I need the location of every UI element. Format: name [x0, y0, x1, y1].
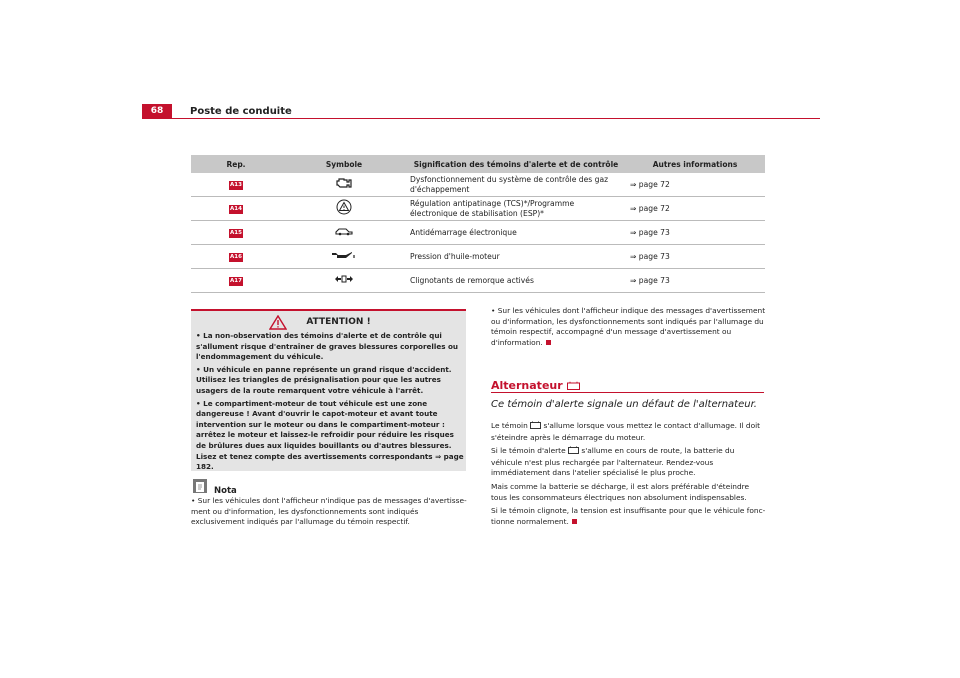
warning-item: Le compartiment-moteur de tout véhicule est une zone dangereuse ! Avant d'ouvrir le capot-moteur et avant toute intervention sur le moteur ou dans le compartiment-moteur : arrêtez le moteur et laissez-le refroidir pour réduire les risques de brûlures dues aux liquides bouillants ou d'autres blessures. Lisez et tenez compte des avertissements correspondants — [196, 398, 454, 461]
section-rule — [491, 392, 764, 393]
meaning-cell: Dysfonctionnement du système de contrôle des gaz d'échappement — [407, 173, 625, 197]
column-header-meaning: Signification des témoins d'alerte et de contrôle — [407, 155, 625, 173]
page-number: 68 — [142, 104, 172, 119]
page-link[interactable]: ⇒ page 73 — [625, 245, 765, 269]
meaning-cell: Régulation antipatinage (TCS)*/Programme électronique de stabilisation (ESP)* — [407, 197, 625, 221]
warning-title: ATTENTION ! — [306, 317, 371, 327]
note-text: Sur les véhicules dont l'afficheur n'indique pas de messages d'avertisse-ment ou d'information, les dysfonctionnements sont indiqués exclusivement indiqués par l'allumage du témoin respectif. — [191, 496, 467, 526]
paragraph-1b: s'allume lorsque vous mettez le contact d'allumage. Il doit s'éteindre après le démarrage du moteur. — [491, 421, 761, 442]
page-link[interactable]: ⇒ page 73 — [625, 221, 765, 245]
warning-page-link[interactable]: ⇒ page 182. — [196, 451, 464, 472]
warning-box — [191, 309, 466, 471]
page-link[interactable]: ⇒ page 72 — [625, 173, 765, 197]
column-header-info: Autres informations — [625, 155, 765, 173]
note-icon — [193, 479, 207, 493]
battery-icon — [568, 446, 579, 458]
header-rule — [142, 118, 820, 119]
trailer-signal-icon — [334, 277, 354, 286]
table-row — [191, 197, 765, 221]
meaning-cell: Pression d'huile-moteur — [407, 245, 625, 269]
warning-lights-table — [191, 155, 765, 293]
table-header-row — [191, 155, 765, 173]
paragraph-2b: s'allume en cours de route, la batterie du véhicule n'est plus rechargée par l'alternateur. Rendez-vous immédiatement dans l'atelier spécialisé le plus proche. — [491, 446, 735, 478]
section-body — [491, 421, 766, 530]
paragraph-2a: Si le témoin d'alerte — [491, 446, 566, 456]
right-intro: • Sur les véhicules dont l'afficheur indique des messages d'avertissement ou d'information, les dysfonctionnements sont indiqués par l'allumage du témoin respectif, accompagné d'un message d'avertissement ou d'information. — [491, 306, 766, 347]
rep-badge: A13 — [230, 182, 242, 188]
rep-badge: A14 — [230, 206, 242, 212]
table-row — [191, 221, 765, 245]
esp-triangle-icon — [336, 208, 352, 217]
rep-badge: A16 — [230, 254, 242, 260]
rep-badge: A15 — [230, 230, 242, 236]
oil-can-icon — [331, 253, 357, 262]
table-row — [191, 269, 765, 293]
engine-check-icon — [335, 182, 353, 191]
page-title: Poste de conduite — [190, 106, 292, 117]
warning-body: • La non-observation des témoins d'alerte et de contrôle qui s'allument risque d'entraîner de graves blessures corporelles ou l'endommagement du véhicule. • Un véhicule en panne représente un grand risque d'accident. Utilisez les triangles de présignalisation pour que les autres usagers de la route remarquent votre véhicule à l'arrêt. • Le compartiment-moteur de tout véhicule est une zone dangereuse ! Avant d'ouvrir le capot-moteur et avant toute intervention sur le moteur ou dans le compartiment-moteur : arrêtez le moteur et laissez-le refroidir pour réduire les risques de brûlures dues aux liquides bouillants ou d'autres blessures. Lisez et tenez compte des avertissements correspondants ⇒ page 182. — [196, 331, 464, 472]
paragraph-4: Si le témoin clignote, la tension est insuffisante pour que le véhicule fonc-tionne normalement. — [491, 506, 766, 526]
right-intro-text: Sur les véhicules dont l'afficheur indique des messages d'avertissement ou d'information, les dysfonctionnements sont indiqués par l'allumage du témoin respectif, accompagné d'un message d'avertissement ou d'information. — [491, 306, 766, 347]
end-mark — [572, 519, 577, 524]
paragraph-3: Mais comme la batterie se décharge, il est alors préférable d'éteindre tous les consommateurs électriques non absolument indispensables. — [491, 481, 750, 502]
warning-item: La non-observation des témoins d'alerte et de contrôle qui s'allument risque d'entraîner de graves blessures corporelles ou l'endommagement du véhicule. — [196, 331, 459, 362]
column-header-symbol: Symbole — [281, 155, 407, 173]
page-link[interactable]: ⇒ page 73 — [625, 269, 765, 293]
section-subtitle: Ce témoin d'alerte signale un défaut de l'alternateur. — [491, 399, 757, 410]
section-title-text: Alternateur — [491, 379, 563, 392]
table-row — [191, 245, 765, 269]
column-header-rep: Rep. — [191, 155, 281, 173]
end-mark — [546, 340, 551, 345]
meaning-cell: Clignotants de remorque activés — [407, 269, 625, 293]
meaning-cell: Antidémarrage électronique — [407, 221, 625, 245]
battery-icon — [530, 421, 541, 433]
paragraph-1a: Le témoin — [491, 421, 528, 430]
rep-badge: A17 — [230, 278, 242, 284]
note-title: Nota — [214, 486, 237, 496]
immobilizer-car-key-icon — [334, 229, 354, 238]
note-body: • Sur les véhicules dont l'afficheur n'indique pas de messages d'avertisse-ment ou d'information, les dysfonctionnements sont indiqués exclusivement indiqués par l'allumage du témoin respectif. — [191, 496, 467, 526]
page-link[interactable]: ⇒ page 72 — [625, 197, 765, 221]
warning-item: Un véhicule en panne représente un grand risque d'accident. Utilisez les triangles de présignalisation pour que les autres usagers de la route remarquent votre véhicule à l'arrêt. — [196, 364, 452, 395]
section-title — [491, 379, 580, 393]
table-row — [191, 173, 765, 197]
